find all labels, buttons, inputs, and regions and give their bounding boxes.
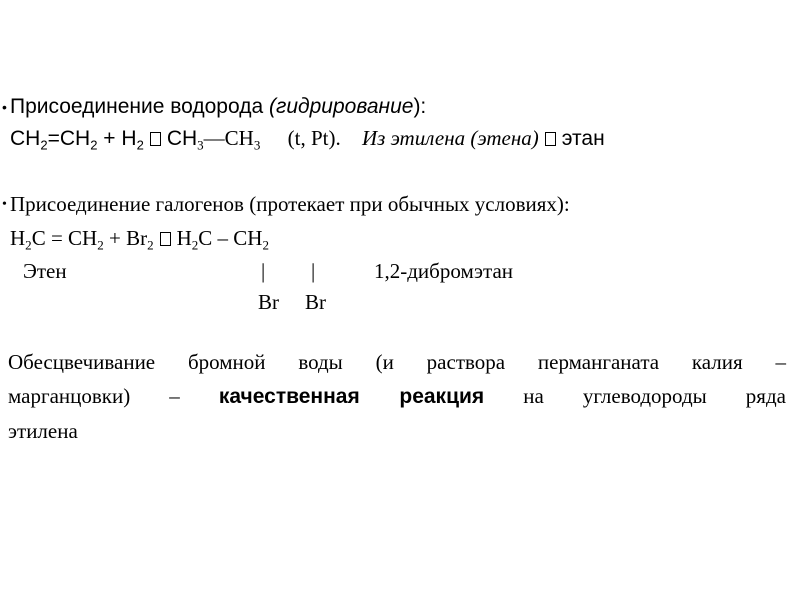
heading-hydrogenation: Присоединение водорода (гидрирование): <box>10 95 427 118</box>
equation-halogenation: $H_2C = CH_2 + Br_2$ $H_2C - CH_2$ <box>10 226 269 253</box>
product-ethane-formula: CH <box>166 127 198 150</box>
bullet-1: • <box>2 99 7 115</box>
paragraph-line-3: этилена <box>8 419 78 443</box>
bullet-2: • <box>2 197 7 212</box>
arrow-placeholder-icon <box>150 132 161 146</box>
arrow-placeholder-icon-3 <box>160 232 171 246</box>
product-ethane-name: этан <box>561 127 605 150</box>
from-ethylene-note: Из этилена (этена) <box>361 126 539 150</box>
bond-1: | <box>261 259 266 283</box>
reactant-ethylene: $CH_2=CH_2 + H_2$ <box>10 127 144 153</box>
bromine-atom-1: Br <box>258 290 279 314</box>
paragraph-line-2: марганцовки) – качественная реакция на углеводороды ряда <box>8 384 786 408</box>
paragraph-line-1: Обесцвечивание бромной воды (и раствора перманганата калия – <box>8 350 786 374</box>
product-name-dibromoethane: 1,2-дибромэтан <box>374 259 514 283</box>
equation-hydrogenation: $CH_2=CH_2 + H_2$ $CH_3—CH_3$ (t, Pt). Из этилена (этена) этан <box>10 126 605 153</box>
conditions: (t, Pt). <box>287 126 341 150</box>
reactant-name-ethene: Этен <box>23 259 67 283</box>
qualitative-reaction-paragraph <box>8 345 786 448</box>
bond-2: | <box>311 259 316 283</box>
heading-halogenation: Присоединение галогенов (протекает при обычных условиях): <box>10 192 570 216</box>
bromine-atom-2: Br <box>305 290 326 314</box>
arrow-placeholder-icon-2 <box>545 132 556 146</box>
